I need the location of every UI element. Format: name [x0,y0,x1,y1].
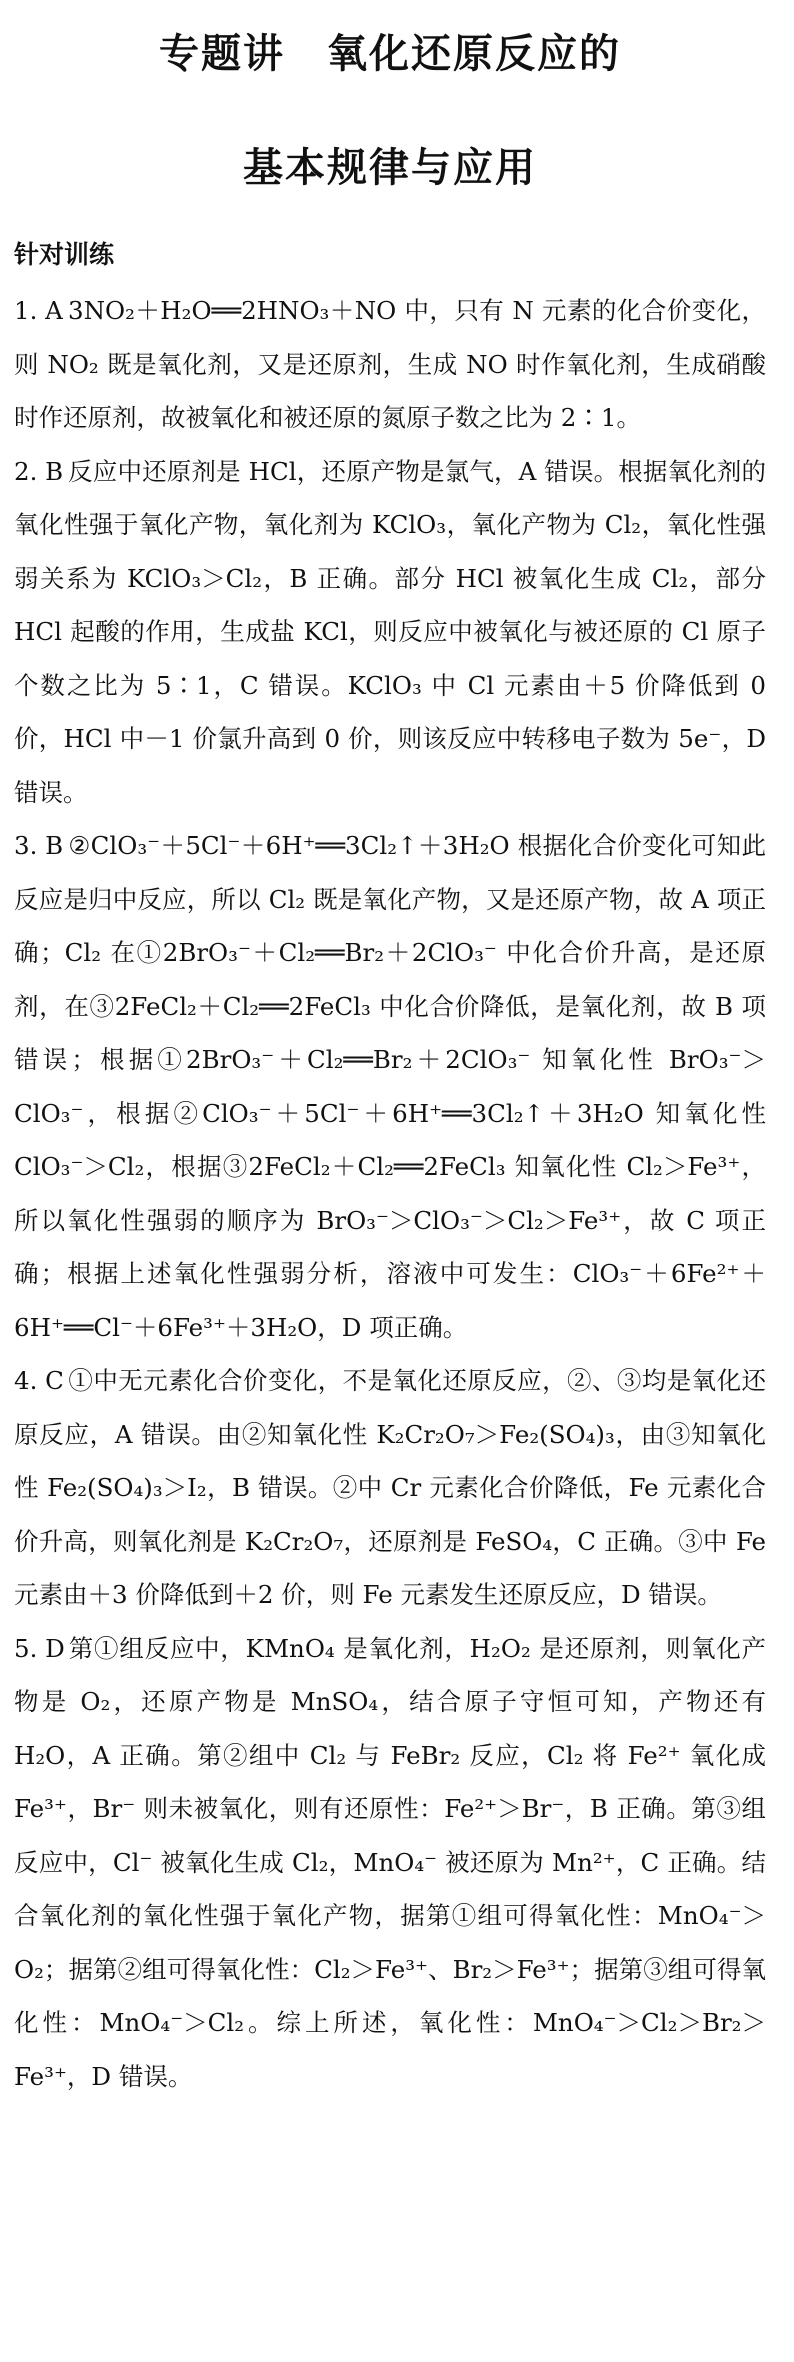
answer-number: 5. D [14,1633,65,1663]
section-heading: 针对训练 [14,240,115,269]
answer-explanation: ②ClO₃⁻＋5Cl⁻＋6H⁺══3Cl₂↑＋3H₂O 根据化合价变化可知此反应是归中反应，所以 Cl₂ 既是氧化产物，又是还原产物，故 A 项正确；Cl₂ 在①2BrO₃⁻＋Cl₂══Br₂＋2ClO₃⁻ 中化合价升高，是还原剂，在③2FeCl₂＋Cl₂══2FeCl₃ 中化合价降低，是氧化剂，故 B 项错误；根据①2BrO₃⁻＋Cl₂══Br₂＋2ClO₃⁻ 知氧化性 BrO₃⁻＞ClO₃⁻，根据②ClO₃⁻＋5Cl⁻＋6H⁺══3Cl₂↑＋3H₂O 知氧化性 ClO₃⁻＞Cl₂，根据③2FeCl₂＋Cl₂══2FeCl₃ 知氧化性 Cl₂＞Fe³⁺，所以氧化性强弱的顺序为 BrO₃⁻＞ClO₃⁻＞Cl₂＞Fe³⁺，故 C 项正确；根据上述氧化性强弱分析，溶液中可发生：ClO₃⁻＋6Fe²⁺＋6H⁺══Cl⁻＋6Fe³⁺＋3H₂O，D 项正确。 [14,831,766,1342]
answer-item-4 [14,1354,766,1622]
answer-item-5 [14,1622,766,2104]
answer-number: 2. B [14,456,64,486]
page-title-line-2: 基本规律与应用 [243,145,537,191]
answer-explanation: 反应中还原剂是 HCl，还原产物是氯气，A 错误。根据氧化剂的氧化性强于氧化产物，氧化剂为 KClO₃，氧化产物为 Cl₂，氧化性强弱关系为 KClO₃＞Cl₂，B 正确。部分 HCl 被氧化生成 Cl₂，部分 HCl 起酸的作用，生成盐 KCl，则反应中被氧化与被还原的 Cl 原子个数之比为 5∶1，C 错误。KClO₃ 中 Cl 元素由＋5 价降低到 0 价，HCl 中－1 价氯升高到 0 价，则该反应中转移电子数为 5e⁻，D 错误。 [14,456,766,807]
answer-explanation: 第①组反应中，KMnO₄ 是氧化剂，H₂O₂ 是还原剂，则氧化产物是 O₂，还原产物是 MnSO₄，结合原子守恒可知，产物还有 H₂O，A 正确。第②组中 Cl₂ 与 FeBr₂ 反应，Cl₂ 将 Fe²⁺ 氧化成 Fe³⁺，Br⁻ 则未被氧化，则有还原性：Fe²⁺＞Br⁻，B 正确。第③组反应中，Cl⁻ 被氧化生成 Cl₂，MnO₄⁻ 被还原为 Mn²⁺，C 正确。结合氧化剂的氧化性强于氧化产物，据第①组可得氧化性：MnO₄⁻＞O₂；据第②组可得氧化性：Cl₂＞Fe³⁺、Br₂＞Fe³⁺；据第③组可得氧化性：MnO₄⁻＞Cl₂。综上所述，氧化性：MnO₄⁻＞Cl₂＞Br₂＞Fe³⁺，D 错误。 [14,1633,766,2091]
answer-explanation: ①中无元素化合价变化，不是氧化还原反应，②、③均是氧化还原反应，A 错误。由②知氧化性 K₂Cr₂O₇＞Fe₂(SO₄)₃，由③知氧化性 Fe₂(SO₄)₃＞I₂，B 错误。②中 Cr 元素化合价降低，Fe 元素化合价升高，则氧化剂是 K₂Cr₂O₇，还原剂是 FeSO₄，C 正确。③中 Fe 元素由＋3 价降低到＋2 价，则 Fe 元素发生还原反应，D 错误。 [14,1366,766,1609]
answer-item-2 [14,445,766,820]
answer-number: 3. B [14,831,64,860]
answer-item-3 [14,819,766,1354]
answer-item-1 [14,284,766,445]
page-title-line-1: 专题讲 氧化还原反应的 [159,31,621,77]
answer-number: 1. A [14,296,63,325]
answer-explanation: 3NO₂＋H₂O══2HNO₃＋NO 中，只有 N 元素的化合价变化，则 NO₂ 既是氧化剂，又是还原剂，生成 NO 时作氧化剂，生成硝酸时作还原剂，故被氧化和被还原的氮原子数之比为 2∶1。 [14,296,766,432]
answer-number: 4. C [14,1366,64,1395]
